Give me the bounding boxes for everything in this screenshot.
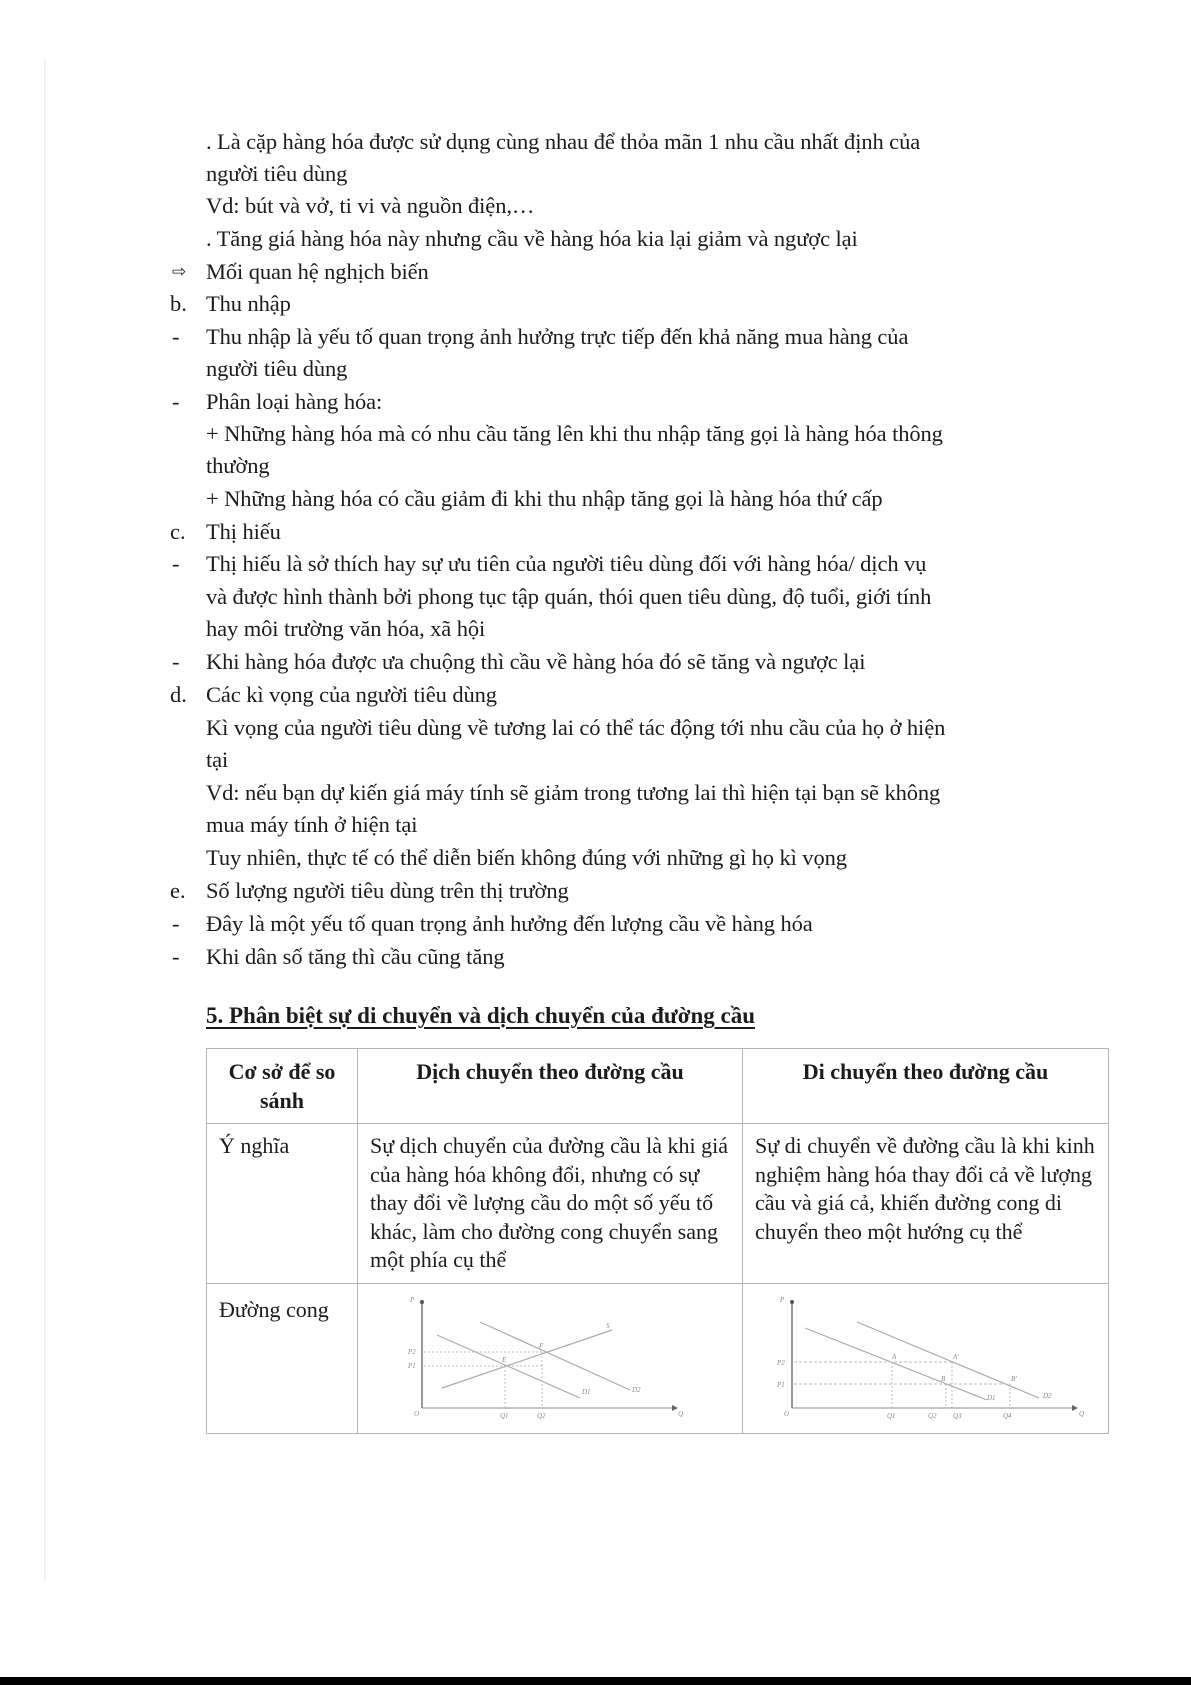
- origin-label: O: [784, 1409, 790, 1418]
- point-label: B': [1011, 1374, 1017, 1383]
- table-header-row: [207, 1049, 1109, 1124]
- axis-label-q: Q: [678, 1409, 684, 1418]
- body-line: Vd: nếu bạn dự kiến giá máy tính sẽ giảm trong tương lai thì hiện tại bạn sẽ không: [206, 780, 941, 805]
- comparison-table: [206, 1048, 1109, 1434]
- quantity-label: Q2: [537, 1411, 546, 1420]
- list-marker: b.: [170, 291, 187, 316]
- row-label: Ý nghĩa: [207, 1124, 358, 1284]
- list-marker: d.: [170, 682, 187, 707]
- cell-shift-graph: [358, 1283, 743, 1433]
- body-line: mua máy tính ở hiện tại: [206, 812, 418, 837]
- body-line: Tuy nhiên, thực tế có thể diễn biến không đúng với những gì họ kì vọng: [206, 845, 847, 870]
- section-heading: 5. Phân biệt sự di chuyển và dịch chuyển của đường cầu: [206, 1003, 756, 1028]
- body-line: Phân loại hàng hóa:: [206, 389, 383, 414]
- subheading: Thu nhập: [206, 291, 291, 316]
- point-label: F: [539, 1341, 544, 1350]
- body-line: + Những hàng hóa có cầu giảm đi khi thu nhập tăng gọi là hàng hóa thứ cấp: [206, 486, 883, 511]
- bullet-dash: -: [172, 389, 180, 414]
- cell-move-meaning: Sự di chuyển về đường cầu là khi kinh nghiệm hàng hóa thay đổi cả về lượng cầu và giá cả, khiến đường cong di chuyển theo một hướng cụ thể: [743, 1124, 1109, 1284]
- body-line: Thị hiếu là sở thích hay sự ưu tiên của người tiêu dùng đối với hàng hóa/ dịch vụ: [206, 551, 927, 576]
- quantity-label: Q3: [953, 1411, 962, 1420]
- table-row: [207, 1124, 1109, 1284]
- body-line: Vd: bút và vở, ti vi và nguồn điện,…: [206, 193, 535, 218]
- page-edge: [44, 60, 46, 1580]
- body-line: và được hình thành bởi phong tục tập quán, thói quen tiêu dùng, độ tuổi, giới tính: [206, 584, 932, 609]
- curve-label: D1: [582, 1387, 591, 1396]
- quantity-label: Q2: [928, 1411, 937, 1420]
- body-line: người tiêu dùng: [206, 161, 348, 186]
- price-label: P2: [408, 1347, 416, 1356]
- point-label: B: [941, 1374, 946, 1383]
- body-line: hay môi trường văn hóa, xã hội: [206, 616, 486, 641]
- origin-label: O: [414, 1409, 420, 1418]
- arrow-right-icon: ⇨: [172, 262, 187, 282]
- bullet-dash: -: [172, 551, 180, 576]
- price-label: P2: [777, 1358, 785, 1367]
- body-line: Đây là một yếu tố quan trọng ảnh hưởng đến lượng cầu về hàng hóa: [206, 911, 813, 936]
- bottom-bar: [0, 1677, 1191, 1685]
- subheading: Số lượng người tiêu dùng trên thị trường: [206, 878, 569, 903]
- bullet-dash: -: [172, 649, 180, 674]
- header-shift: Dịch chuyển theo đường cầu: [358, 1049, 743, 1124]
- point-label: E: [502, 1355, 507, 1364]
- list-marker: e.: [170, 878, 186, 903]
- quantity-label: Q4: [1003, 1411, 1012, 1420]
- demand-shift-graph: [362, 1290, 714, 1424]
- body-line: Mối quan hệ nghịch biến: [206, 259, 429, 284]
- curve-label: D1: [987, 1393, 996, 1402]
- curve-label: D2: [1043, 1391, 1052, 1400]
- subheading: Các kì vọng của người tiêu dùng: [206, 682, 497, 707]
- quantity-label: Q1: [887, 1411, 896, 1420]
- quantity-label: Q1: [500, 1411, 509, 1420]
- price-label: P1: [777, 1380, 785, 1389]
- bullet-dash: -: [172, 324, 180, 349]
- cell-shift-meaning: Sự dịch chuyển của đường cầu là khi giá của hàng hóa không đổi, nhưng có sự thay đổi về lượng cầu do một số yếu tố khác, làm cho đường cong chuyển sang một phía cụ thể: [358, 1124, 743, 1284]
- body-line: . Là cặp hàng hóa được sử dụng cùng nhau để thỏa mãn 1 nhu cầu nhất định của: [206, 129, 921, 154]
- price-label: P1: [408, 1361, 416, 1370]
- header-move: Di chuyển theo đường cầu: [743, 1049, 1109, 1124]
- curve-label: D2: [632, 1385, 641, 1394]
- axis-label-q: Q: [1079, 1409, 1085, 1418]
- body-line: Thu nhập là yếu tố quan trọng ảnh hưởng trực tiếp đến khả năng mua hàng của: [206, 324, 909, 349]
- point-label: A': [953, 1352, 959, 1361]
- body-line: Khi hàng hóa được ưa chuộng thì cầu về hàng hóa đó sẽ tăng và ngược lại: [206, 649, 866, 674]
- body-line: người tiêu dùng: [206, 356, 348, 381]
- axis-label-p: P: [410, 1295, 415, 1304]
- point-label: A: [892, 1352, 897, 1361]
- subheading: Thị hiếu: [206, 519, 281, 544]
- table-row: [207, 1283, 1109, 1433]
- body-line: thường: [206, 453, 270, 478]
- bullet-dash: -: [172, 944, 180, 969]
- cell-move-graph: [743, 1283, 1109, 1433]
- body-line: . Tăng giá hàng hóa này nhưng cầu về hàng hóa kia lại giảm và ngược lại: [206, 226, 858, 251]
- body-line: Khi dân số tăng thì cầu cũng tăng: [206, 944, 505, 969]
- row-label: Đường cong: [207, 1283, 358, 1433]
- curve-label: S: [606, 1321, 610, 1330]
- list-marker: c.: [170, 519, 186, 544]
- demand-movement-graph: [747, 1290, 1099, 1424]
- body-line: + Những hàng hóa mà có nhu cầu tăng lên khi thu nhập tăng gọi là hàng hóa thông: [206, 421, 943, 446]
- bullet-dash: -: [172, 911, 180, 936]
- header-basis: Cơ sở để so sánh: [207, 1049, 358, 1124]
- body-line: tại: [206, 747, 229, 772]
- body-line: Kì vọng của người tiêu dùng về tương lai có thể tác động tới nhu cầu của họ ở hiện: [206, 715, 946, 740]
- axis-label-p: P: [780, 1295, 785, 1304]
